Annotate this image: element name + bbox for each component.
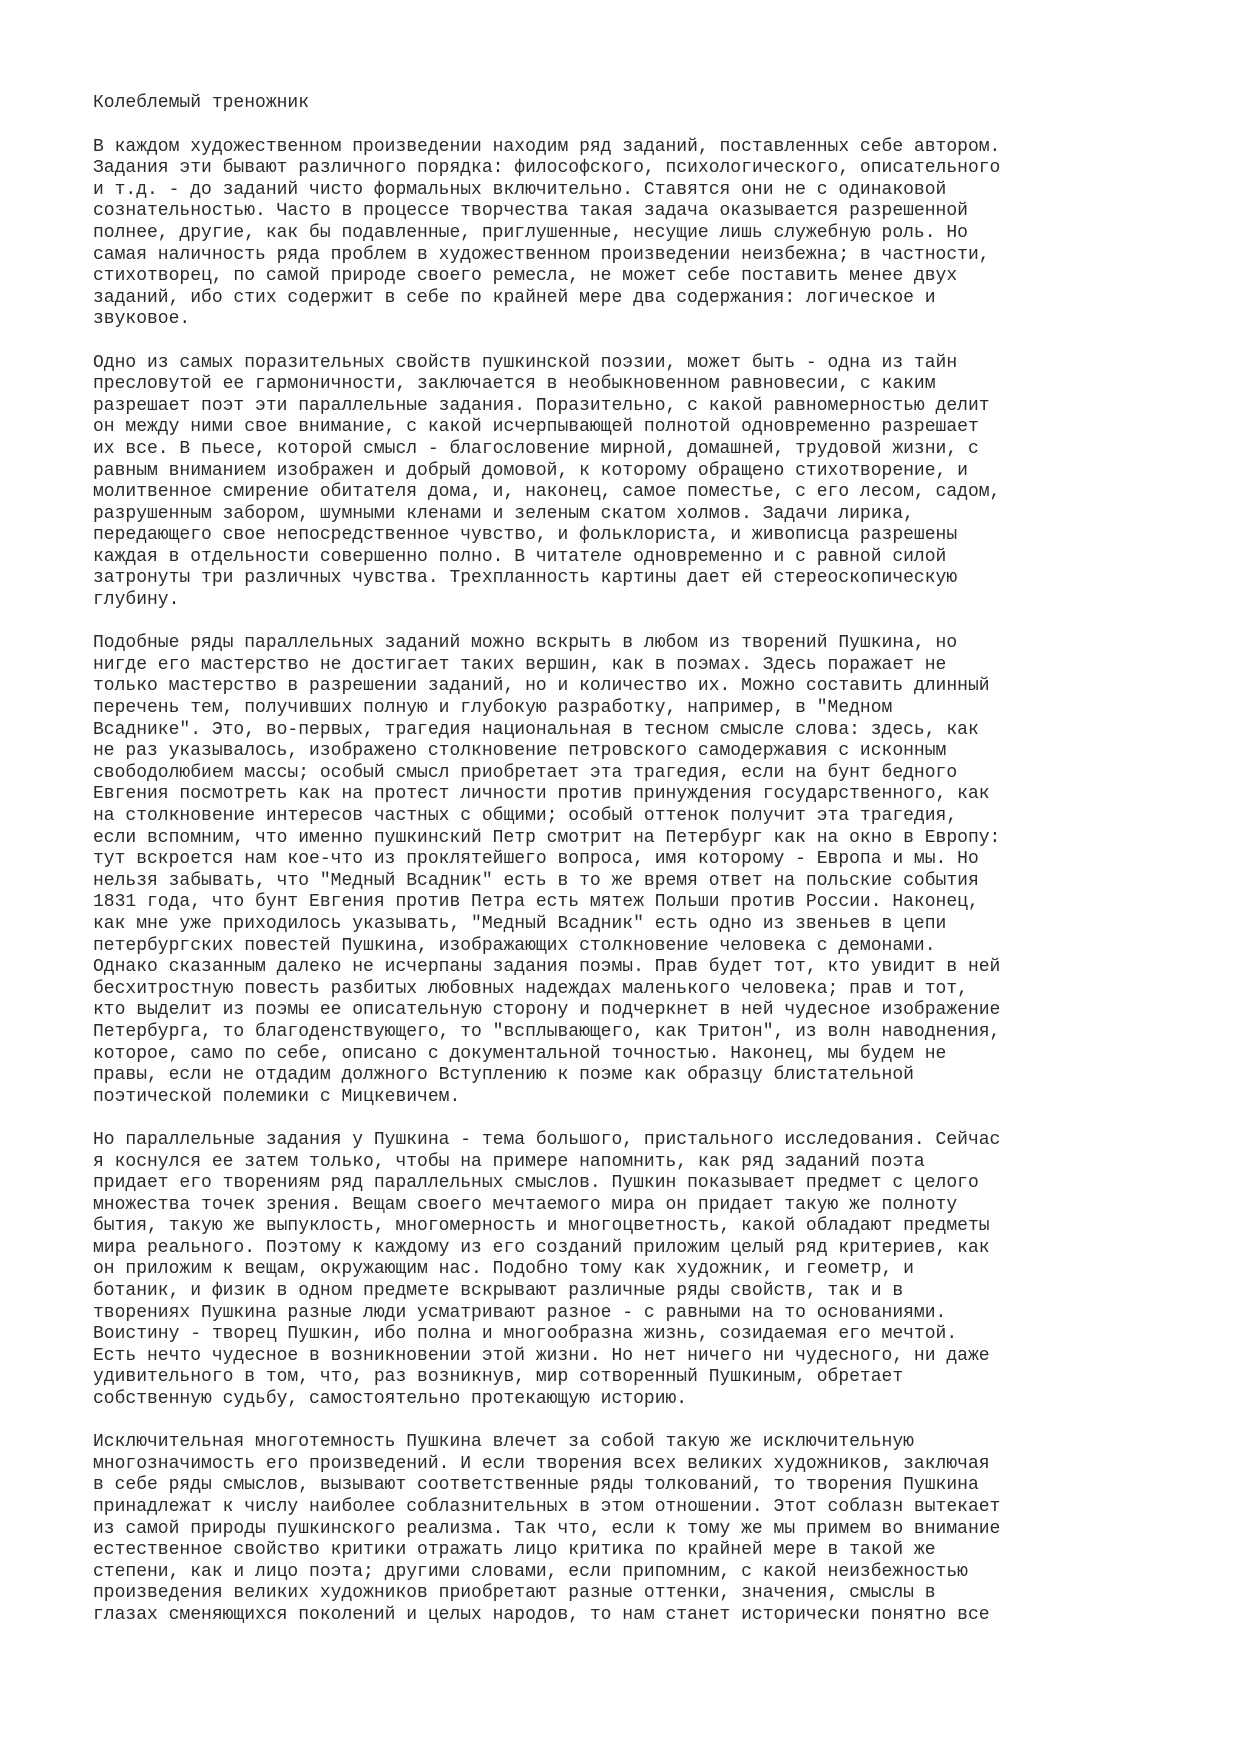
text-line: 1831 года, что бунт Евгения против Петра есть мятеж Польши против России. Наконец,	[93, 892, 979, 913]
text-line: полнее, другие, как бы подавленные, приглушенные, несущие лишь служебную роль. Но	[93, 222, 968, 243]
text-line: которое, само по себе, описано с документальной точностью. Наконец, мы будем не	[93, 1043, 947, 1064]
text-line: Евгения посмотреть как на протест личности против принуждения государственного, как	[93, 784, 990, 805]
text-line: творениях Пушкина разные люди усматривают разное - с равными на то основаниями.	[93, 1302, 947, 1323]
text-line: тут вскроется нам кое-что из проклятейшего вопроса, имя которому - Европа и мы. Но	[93, 849, 979, 870]
paragraph	[93, 137, 1153, 331]
document-page	[93, 93, 1153, 1648]
text-line: свободолюбием массы; особый смысл приобретает эта трагедия, если на бунт бедного	[93, 762, 958, 783]
paragraph	[93, 1432, 1153, 1626]
text-line: я коснулся ее затем только, чтобы на примере напомнить, как ряд заданий поэта	[93, 1151, 925, 1172]
text-line: бытия, такую же выпуклость, многомерность и многоцветность, какой обладают предметы	[93, 1216, 990, 1237]
text-line: правы, если не отдадим должного Вступлению к поэме как образцу блистательной	[93, 1065, 914, 1086]
text-line: произведения великих художников приобретают разные оттенки, значения, смыслы в	[93, 1583, 936, 1604]
paragraph	[93, 633, 1153, 1108]
text-line: множества точек зрения. Вещам своего мечтаемого мира он придает такую же полноту	[93, 1194, 958, 1215]
text-line: молитвенное смирение обитателя дома, и, наконец, самое поместье, с его лесом, садом,	[93, 482, 1001, 503]
text-line: Воистину - творец Пушкин, ибо полна и многообразна жизнь, созидаемая его мечтой.	[93, 1324, 958, 1345]
text-line: только мастерство в разрешении заданий, но и количество их. Можно составить длинный	[93, 676, 990, 697]
text-line: принадлежат к числу наиболее соблазнительных в этом отношении. Этот соблазн вытекает	[93, 1497, 1001, 1517]
text-line: из самой природы пушкинского реализма. Так что, если к тому же мы примем во внимание	[93, 1518, 1001, 1539]
text-line: нигде его мастерство не достигает таких вершин, как в поэмах. Здесь поражает не	[93, 654, 947, 675]
text-line: в себе ряды смыслов, вызывают соответственные ряды толкований, то творения Пушкина	[93, 1475, 979, 1496]
text-line: Но параллельные задания у Пушкина - тема большого, пристального исследования. Сейчас	[93, 1129, 1001, 1150]
text-line: передающего свое непосредственное чувство, и фольклориста, и живописца разрешены	[93, 525, 958, 546]
text-line: не раз указывалось, изображено столкновение петровского самодержавия с исконным	[93, 741, 947, 762]
text-line: как мне уже приходилось указывать, "Медный Всадник" есть одно из звеньев в цепи	[93, 913, 947, 934]
text-line: В каждом художественном произведении находим ряд заданий, поставленных себе автором.	[93, 136, 1001, 157]
text-line: затронуты три различных чувства. Трехпланность картины дает ей стереоскопическую	[93, 568, 958, 589]
text-line: заданий, ибо стих содержит в себе по крайней мере два содержания: логическое и	[93, 287, 936, 308]
text-line: мира реального. Поэтому к каждому из его созданий приложим целый ряд критериев, как	[93, 1237, 990, 1258]
document-body	[93, 137, 1153, 1627]
text-line: естественное свойство критики отражать лицо критика по крайней мере в такой же	[93, 1540, 936, 1561]
text-line: поэтической полемики с Мицкевичем.	[93, 1086, 461, 1107]
text-line: равным вниманием изображен и добрый домовой, к которому обращено стихотворение, и	[93, 460, 968, 481]
text-line: Исключительная многотемность Пушкина влечет за собой такую же исключительную	[93, 1432, 914, 1453]
text-line: придает его творениям ряд параллельных смыслов. Пушкин показывает предмет с целого	[93, 1173, 979, 1194]
text-line: разрешает поэт эти параллельные задания. Поразительно, с какой равномерностью делит	[93, 395, 990, 416]
text-line: удивительного в том, что, раз возникнув, мир сотворенный Пушкиным, обретает	[93, 1367, 904, 1388]
text-line: Всаднике". Это, во-первых, трагедия национальная в тесном смысле слова: здесь, как	[93, 719, 979, 740]
paragraph	[93, 1130, 1153, 1411]
document-title: Колеблемый треножник	[93, 93, 310, 113]
text-line: разрушенным забором, шумными кленами и зеленым скатом холмов. Задачи лирика,	[93, 503, 914, 524]
text-line: и т.д. - до заданий чисто формальных включительно. Ставятся они не с одинаковой	[93, 179, 947, 200]
text-line: Однако сказанным далеко не исчерпаны задания поэмы. Прав будет тот, кто увидит в ней	[93, 957, 1001, 978]
text-line: кто выделит из поэмы ее описательную сторону и подчеркнет в ней чудесное изображение	[93, 1000, 1001, 1021]
text-line: Задания эти бывают различного порядка: философского, психологического, описательного	[93, 158, 1001, 179]
text-line: нельзя забывать, что "Медный Всадник" есть в то же время ответ на польские события	[93, 870, 979, 891]
text-line: если вспомним, что именно пушкинский Петр смотрит на Петербург как на окно в Европу:	[93, 827, 1001, 848]
text-line: собственную судьбу, самостоятельно протекающую историю.	[93, 1389, 688, 1410]
text-line: глазах сменяющихся поколений и целых народов, то нам станет исторически понятно все	[93, 1604, 990, 1625]
text-line: каждая в отдельности совершенно полно. В читателе одновременно и с равной силой	[93, 546, 947, 567]
text-line: многозначимость его произведений. И если творения всех великих художников, заключая	[93, 1453, 990, 1474]
text-line: глубину.	[93, 590, 180, 611]
text-line: звуковое.	[93, 309, 191, 330]
text-line: Есть нечто чудесное в возникновении этой жизни. Но нет ничего ни чудесного, ни даже	[93, 1345, 990, 1366]
paragraph	[93, 353, 1153, 612]
text-line: сознательностью. Часто в процессе творчества такая задача оказывается разрешенной	[93, 201, 968, 222]
text-line: Петербурга, то благоденствующего, то "всплывающего, как Тритон", из волн наводнения,	[93, 1021, 1001, 1042]
text-line: Подобные ряды параллельных заданий можно вскрыть в любом из творений Пушкина, но	[93, 633, 958, 654]
text-line: перечень тем, получивших полную и глубокую разработку, например, в "Медном	[93, 698, 893, 719]
text-line: степени, как и лицо поэта; другими словами, если припомним, с какой неизбежностью	[93, 1561, 968, 1582]
text-line: пресловутой ее гармоничности, заключается в необыкновенном равновесии, с каким	[93, 374, 936, 395]
text-line: петербургских повестей Пушкина, изображающих столкновение человека с демонами.	[93, 935, 936, 956]
text-line: стихотворец, по самой природе своего ремесла, не может себе поставить менее двух	[93, 266, 958, 287]
text-line: он приложим к вещам, окружающим нас. Подобно тому как художник, и геометр, и	[93, 1259, 914, 1280]
text-line: Одно из самых поразительных свойств пушкинской поэзии, может быть - одна из тайн	[93, 352, 958, 373]
text-line: бесхитростную повесть разбитых любовных надеждах маленького человека; прав и тот,	[93, 978, 968, 999]
text-line: ботаник, и физик в одном предмете вскрывают различные ряды свойств, так и в	[93, 1281, 904, 1302]
text-line: он между ними свое внимание, с какой исчерпывающей полнотой одновременно разрешает	[93, 417, 979, 438]
text-line: на столкновение интересов частных с общими; особый оттенок получит эта трагедия,	[93, 806, 958, 826]
text-line: самая наличность ряда проблем в художественном произведении неизбежна; в частности,	[93, 244, 990, 265]
text-line: их все. В пьесе, которой смысл - благословение мирной, домашней, трудовой жизни, с	[93, 438, 979, 459]
